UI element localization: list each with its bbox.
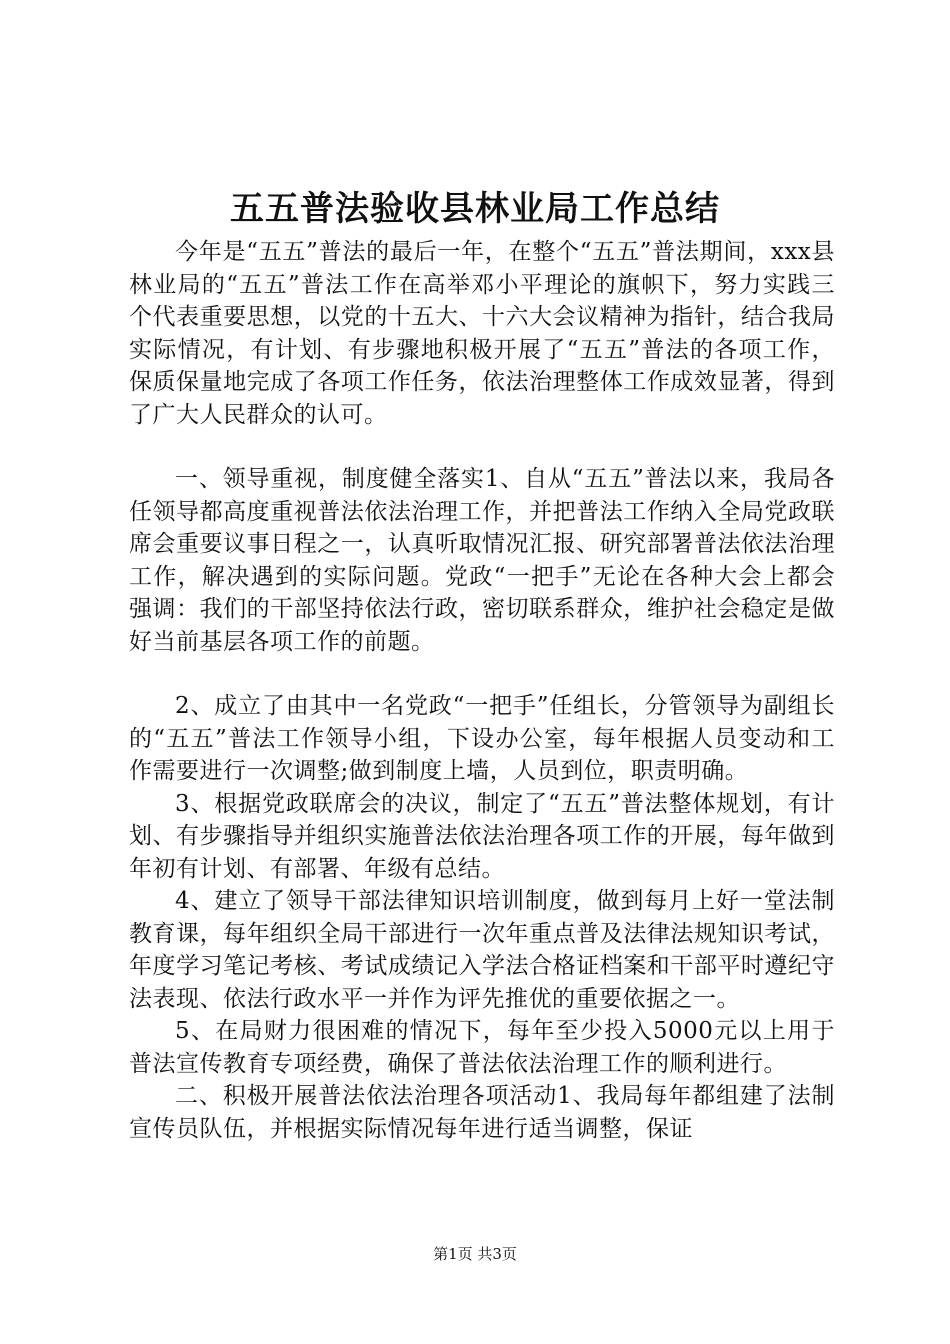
paragraph-section-1: 一、领导重视，制度健全落实1、自从“五五”普法以来，我局各任领导都高度重视普法依法治理工作，并把普法工作纳入全局党政联席会重要议事日程之一，认真听取情况汇报、研究部署普法依法治理工作，解决遇到的实际问题。党政“一把手”无论在各种大会上都会强调：我们的干部坚持依法行政，密切联系群众，维护社会稳定是做好当前基层各项工作的前题。 [129, 466, 835, 655]
paragraph-item-3: 3、根据党政联席会的决议，制定了“五五”普法整体规划，有计划、有步骤指导并组织实施普法依法治理各项工作的开展，每年做到年初有计划、有部署、年级有总结。 [129, 790, 835, 882]
page-number-footer: 第1页 共3页 [433, 1245, 517, 1263]
paragraph-intro: 今年是“五五”普法的最后一年，在整个“五五”普法期间，xxx县林业局的“五五”普法工作在高举邓小平理论的旗帜下，努力实践三个代表重要思想，以党的十五大、十六大会议精神为指针，结合我局实际情况，有计划、有步骤地积极开展了“五五”普法的各项工作，保质保量地完成了各项工作任务，依法治理整体工作成效显著，得到了广大人民群众的认可。 [129, 239, 835, 428]
paragraph-item-2: 2、成立了由其中一名党政“一把手”任组长，分管领导为副组长的“五五”普法工作领导小组，下设办公室，每年根据人员变动和工作需要进行一次调整;做到制度上墙，人员到位，职责明确。 [129, 693, 835, 784]
paragraph-item-4: 4、建立了领导干部法律知识培训制度，做到每月上好一堂法制教育课，每年组织全局干部进行一次年重点普及法律法规知识考试，年度学习笔记考核、考试成绩记入学法合格证档案和干部平时遵纪守法表现、依法行政水平一并作为评先推优的重要依据之一。 [129, 888, 835, 1012]
document-body [129, 236, 835, 1145]
paragraph-section-2: 二、积极开展普法依法治理各项活动1、我局每年都组建了法制宣传员队伍，并根据实际情况每年进行适当调整，保证 [129, 1083, 835, 1142]
document-title: 五五普法验收县林业局工作总结 [230, 189, 720, 229]
paragraph-item-5: 5、在局财力很困难的情况下，每年至少投入5000元以上用于普法宣传教育专项经费，确保了普法依法治理工作的顺利进行。 [129, 1018, 835, 1077]
